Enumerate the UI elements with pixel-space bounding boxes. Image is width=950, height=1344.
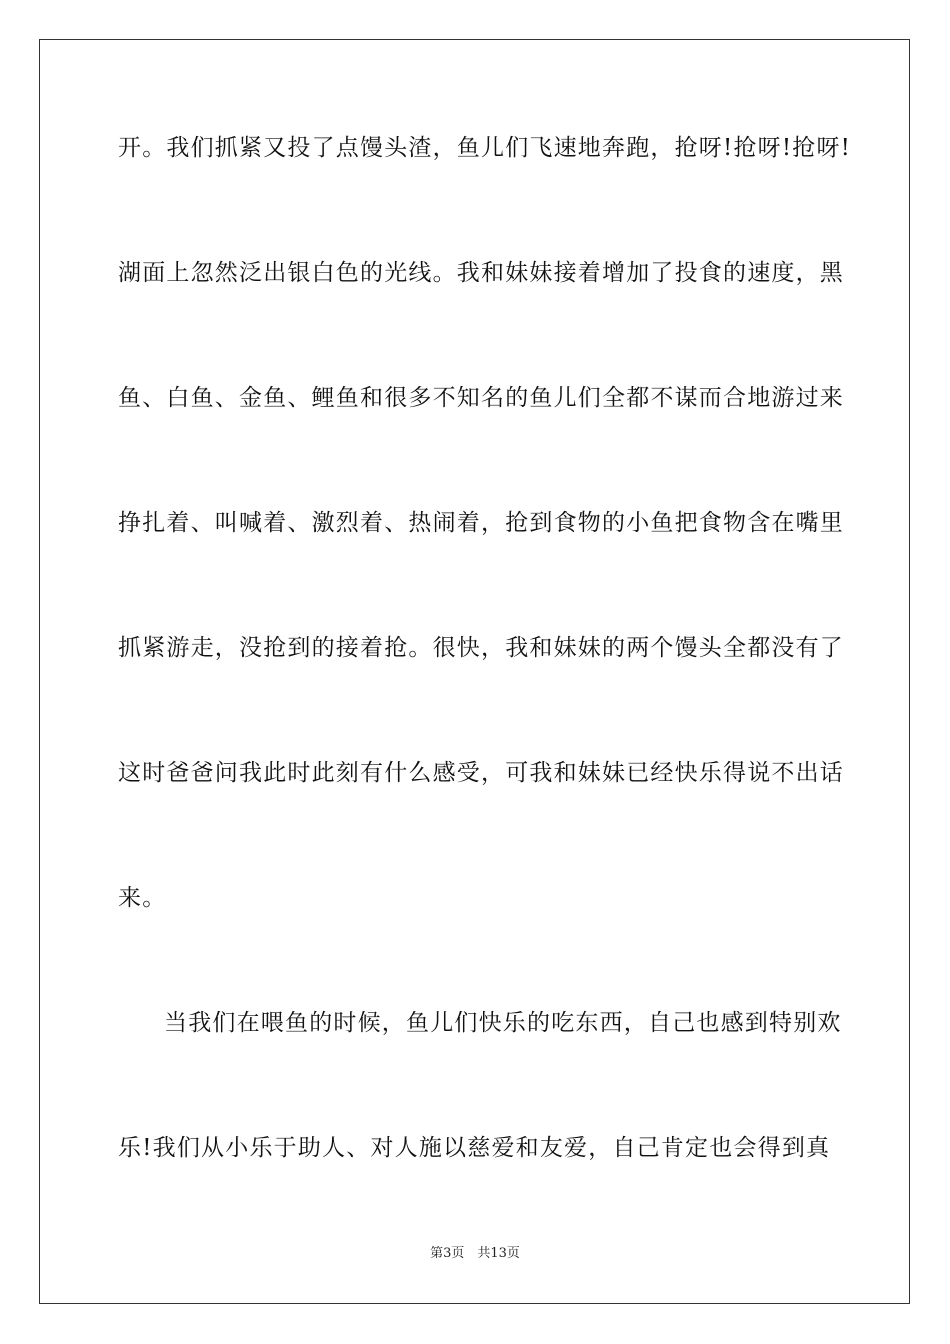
text-line-8: 当我们在喂鱼的时候，鱼儿们快乐的吃东西，自己也感到特别欢 — [164, 1010, 842, 1036]
text-line-7: 来。 — [118, 885, 167, 911]
text-line-1: 开。我们抓紧又投了点馒头渣，鱼儿们飞速地奔跑，抢呀!抢呀!抢呀! — [118, 135, 852, 161]
text-line-4: 挣扎着、叫喊着、激烈着、热闹着，抢到食物的小鱼把食物含在嘴里 — [118, 510, 844, 536]
text-line-5: 抓紧游走，没抢到的接着抢。很快，我和妹妹的两个馒头全都没有了 — [118, 635, 844, 661]
text-line-6: 这时爸爸问我此时此刻有什么感受，可我和妹妹已经快乐得说不出话 — [118, 760, 844, 786]
text-line-3: 鱼、白鱼、金鱼、鲤鱼和很多不知名的鱼儿们全都不谋而合地游过来 — [118, 385, 844, 411]
text-line-2: 湖面上忽然泛出银白色的光线。我和妹妹接着增加了投食的速度，黑 — [118, 260, 844, 286]
page-border — [39, 39, 910, 1304]
text-line-9: 乐!我们从小乐于助人、对人施以慈爱和友爱，自己肯定也会得到真 — [118, 1135, 831, 1161]
page-number-footer: 第3页 共13页 — [430, 1246, 520, 1261]
